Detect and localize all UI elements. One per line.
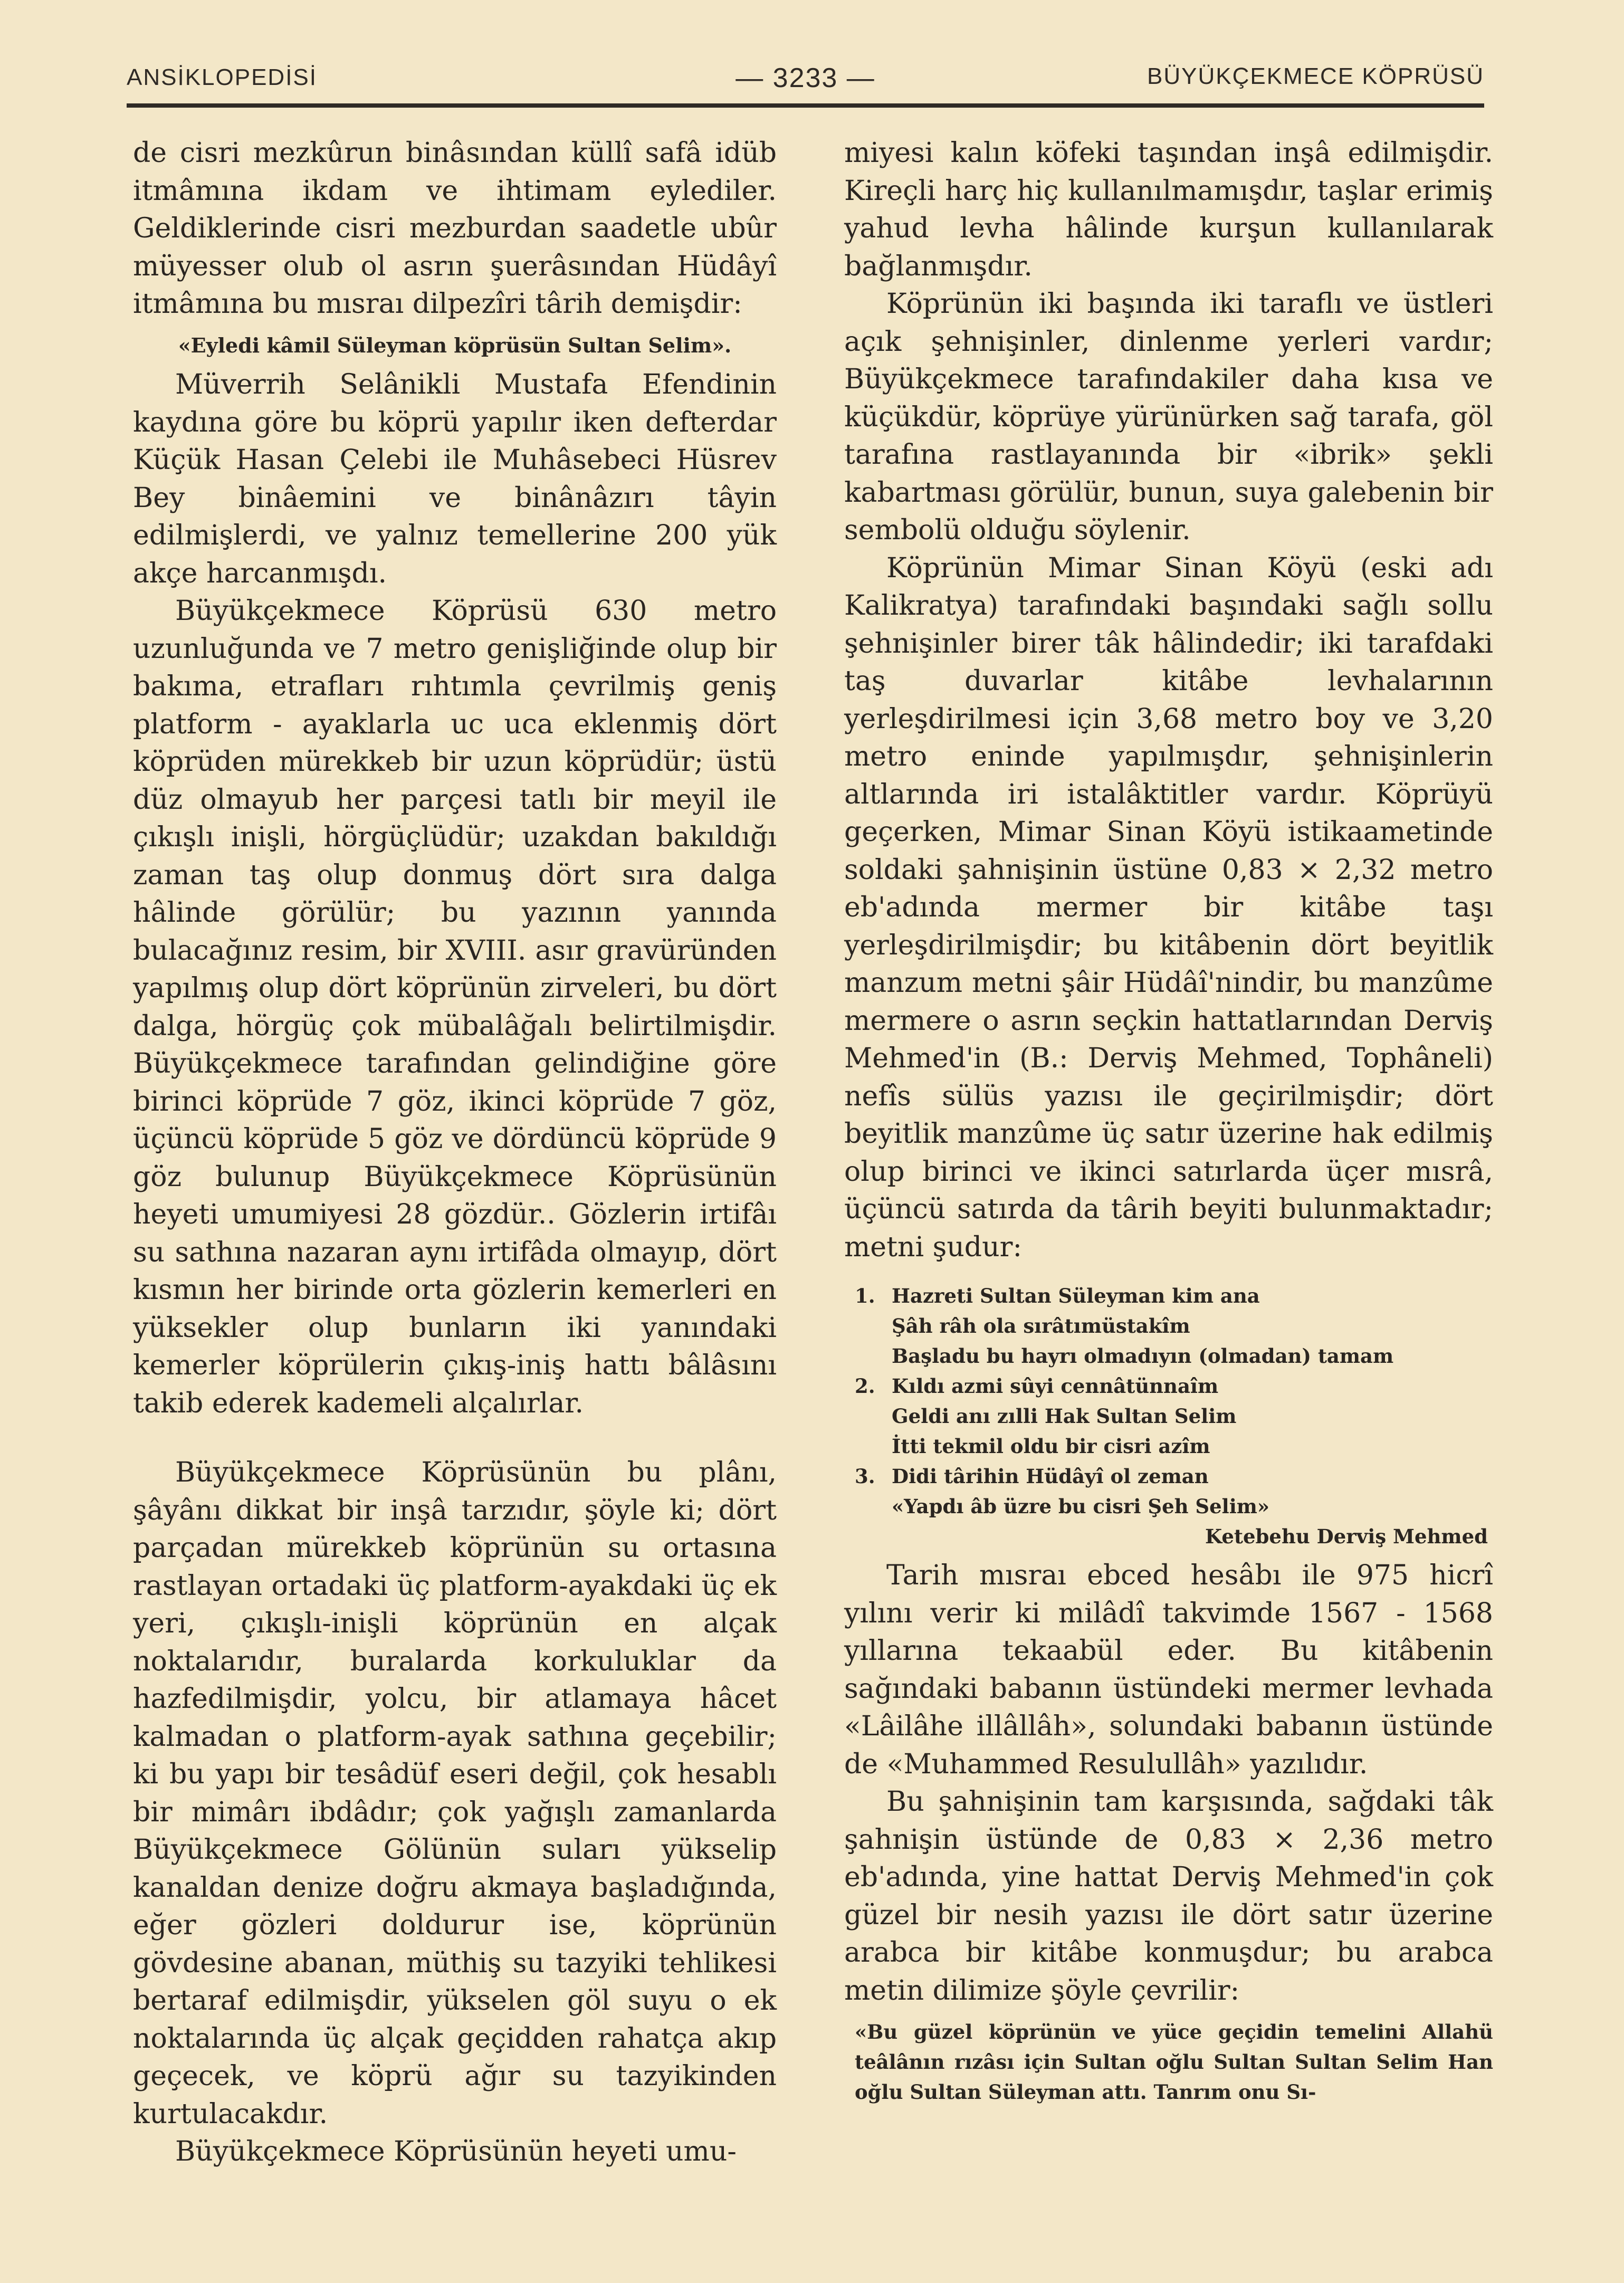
right-column [844, 135, 1493, 2107]
paragraph: Tarih mısraı ebced hesâbı ile 975 hicrî yılını verir ki milâdî takvimde 1567 - 1568 yıllarına tekaabül eder. Bu kitâbenin sağındaki babanın üstündeki mermer levhada «Lâilâhe illâllâh», solundaki babanın üstünde de «Muhammed Resulullâh» yazılıdır. [844, 1560, 1493, 1780]
verse-line: 1. Hazreti Sultan Süleyman kim ana [855, 1284, 1260, 1307]
paragraph: Büyükçekmece Köprüsünün heyeti umu- [175, 2136, 737, 2167]
calligrapher-signature: Ketebehu Derviş Mehmed [1205, 1525, 1488, 1548]
translated-inscription: «Bu güzel köprünün ve yüce geçidin temelini Allahü teâlânın rızâsı için Sultan oğlu Sultan Sultan Selim Han oğlu Sultan Süleyman attı. Tanrım onu Sı- [855, 2020, 1493, 2104]
page-header [127, 59, 1484, 101]
verse-line: 2. Kıldı azmi sûyi cennâtünnaîm [855, 1374, 1219, 1398]
paragraph: de cisri mezkûrun binâsından küllî safâ idüb itmâmına ikdam ve ihtimam eylediler. Geldiklerinde cisri mezburdan saadetle ubûr müyesser olub ol asrın şuerâsından Hüdâyî itmâmına bu mısraı dilpezîri târih demişdir: [133, 137, 777, 320]
header-encyclopedia-label: ANSİKLOPEDİSİ [127, 64, 318, 90]
paragraph: Büyükçekmece Köprüsünün bu plânı, şâyânı dikkat bir inşâ tarzıdır, şöyle ki; dört parçadan mürekkeb köprünün su ortasına rastlayan ortadaki üç platform-ayakdaki üç ek yeri, çıkışlı-inişli köprünün en alçak noktalarıdır, buralarda korkuluklar da hazfedilmişdir, yolcu, bir atlamaya hâcet kalmadan o platform-ayak sathına geçebilir; ki bu yapı bir tesâdüf eseri değil, çok hesablı bir mimârı ibdâdır; çok yağışlı zamanlarda Büyükçekmece Gölünün suları yükselip kanaldan denize doğru akmaya başladığında, eğer gözleri doldurur ise, köprünün gövdesine abanan, müthiş su tazyiki tehlikesi bertaraf edilmişdir, yükselen göl suyu o ek noktalarında üç alçak geçidden rahatça akıp geçecek, ve köprü ağır su tazyikinden kurtulacakdır. [133, 1457, 777, 2130]
paragraph: Köprünün Mimar Sinan Köyü (eski adı Kalikratya) tarafındaki başındaki sağlı sollu şehnişinler birer tâk hâlindedir; iki tarafdaki taş duvarlar kitâbe levhalarının yerleşdirilmesi için 3,68 metro boy ve 3,20 metro eninde yapılmışdır, şehnişinlerin altlarında iri istalâktitler vardır. Köprüyü geçerken, Mimar Sinan Köyü istikaametinde soldaki şahnişinin üstüne 0,83 × 2,32 metro eb'adında mermer bir kitâbe taşı yerleşdirilmişdir; bu kitâbenin dört beyitlik manzum metni şâir Hüdâî'nindir, bu manzûme mermere o asrın seçkin hattatlarından Derviş Mehmed'in (B.: Derviş Mehmed, Tophâneli) nefîs sülüs yazısı ile geçirilmişdir; dört beyitlik manzûme üç satır üzerine hak edilmiş olup birinci ve ikinci satırlarda üçer mısrâ, üçüncü satırda da târih beyiti bulunmaktadır; metni şudur: [844, 552, 1493, 1263]
verse-line: Şâh râh ola sırâtımüstakîm [892, 1314, 1190, 1338]
inscription-verse [844, 1281, 1493, 1552]
verse-line: Başladu bu hayrı olmadıyın (olmadan) tamam [892, 1344, 1394, 1368]
verse-line: İtti tekmil oldu bir cisri azîm [892, 1435, 1210, 1458]
page-number: — 3233 — [735, 63, 875, 93]
verse-line: 3. Didi târihin Hüdâyî ol zeman [855, 1465, 1209, 1488]
paragraph: Müverrih Selânikli Mustafa Efendinin kaydına göre bu köprü yapılır iken defterdar Küçük Hasan Çelebi ile Muhâsebeci Hüsrev Bey binâemini ve binânâzırı tâyin edilmişlerdi, ve yalnız temellerine 200 yük akçe harcanmışdı. [133, 369, 777, 589]
verse-line: «Yapdı âb üzre bu cisri Şeh Selim» [892, 1495, 1270, 1518]
verse-line: Geldi anı zılli Hak Sultan Selim [892, 1405, 1237, 1428]
paragraph: Büyükçekmece Köprüsü 630 metro uzunluğunda ve 7 metro genişliğinde olup bir bakıma, etrafları rıhtımla çevrilmiş geniş platform - ayaklarla uc uca eklenmiş dört köprüden mürekkeb bir uzun köprüdür; üstü düz olmayub her parçesi tatlı bir meyil ile çıkışlı inişli, hörgüçlüdür; uzakdan bakıldığı zaman taş olup donmuş dört sıra dalga hâlinde görülür; bu yazının yanında bulacağınız resim, bir XVIII. asır gravüründen yapılmış olup dört köprünün zirveleri, bu dört dalga, hörgüç çok mübalâğalı belirtilmişdir. Büyükçekmece tarafından gelindiğine göre birinci köprüde 7 göz, ikinci köprüde 7 göz, üçüncü köprüde 5 göz ve dördüncü köprüde 9 göz bulunup Büyükçekmece Köprüsünün heyeti umumiyesi 28 gözdür.. Gözlerin irtifâı su sathına nazaran aynı irtifâda olmayıp, dört kısmın her birinde orta gözlerin kemerleri en yüksekler olup bunların iki yanındaki kemerler köprülerin çıkış-iniş hattı bâlâsını takib ederek kademeli alçalırlar. [133, 595, 777, 1419]
paragraph: Bu şahnişinin tam karşısında, sağdaki tâk şahnişin üstünde de 0,83 × 2,36 metro eb'adında, yine hattat Derviş Mehmed'in çok güzel bir nesih yazısı ile dört satır üzerine arabca bir kitâbe konmuşdur; bu arabca metin dilimize şöyle çevrilir: [844, 1786, 1493, 2007]
paragraph: Köprünün iki başında iki taraflı ve üstleri açık şehnişinler, dinlenme yerleri vardır; Büyükçekmece tarafındakiler daha kısa ve küçükdür, köprüye yürünürken sağ tarafa, göl tarafına rastlayanında bir «ibrik» şekli kabartması görülür, bunun, suya galebenin bir sembolü olduğu söylenir. [844, 288, 1493, 546]
paragraph: miyesi kalın köfeki taşından inşâ edilmişdir. Kireçli harç hiç kullanılmamışdır, taşlar erimiş yahud levha hâlinde kurşun kullanılarak bağlanmışdır. [844, 137, 1493, 282]
verse-line: «Eyledi kâmil Süleyman köprüsün Sultan Selim». [178, 333, 732, 357]
header-entry-title: BÜYÜKÇEKMECE KÖPRÜSÜ [1147, 63, 1484, 89]
header-rule [127, 103, 1484, 108]
left-column [133, 135, 777, 2171]
